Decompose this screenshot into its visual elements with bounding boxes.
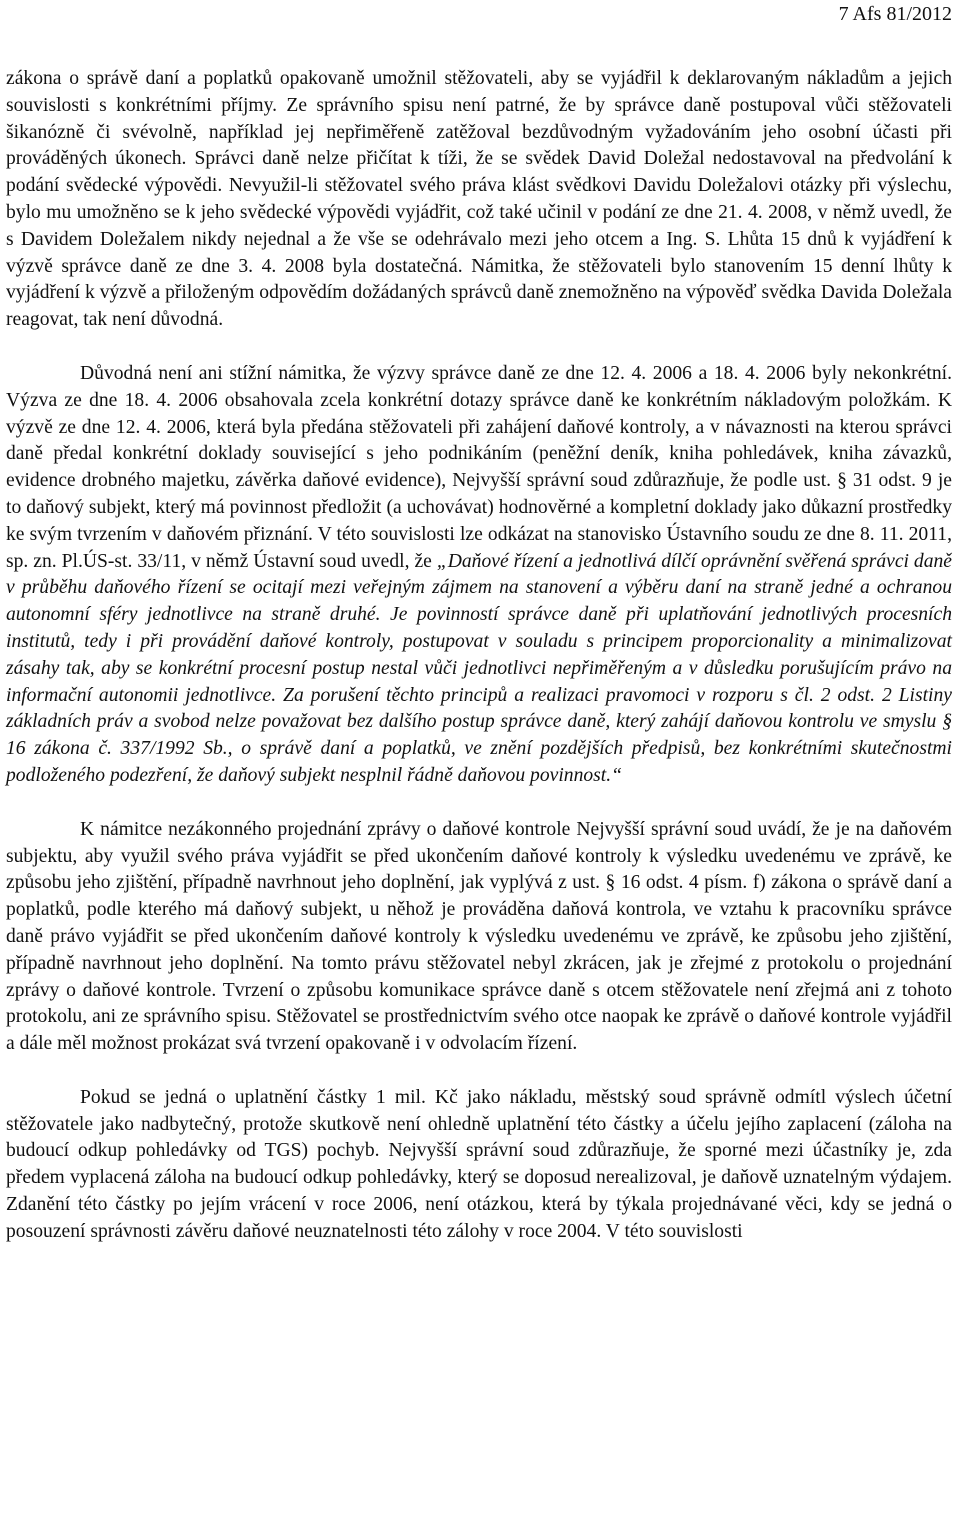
- paragraph-2: [6, 361, 952, 790]
- document-body: [6, 66, 952, 1273]
- constitutional-court-quote: „Daňové řízení a jednotlivá dílčí oprávnění svěřená správci daně v průběhu daňového řízení se ocitají mezi veřejným zájmem na stanovení a výběru daní na straně jedné a ochranou autonomní sféry jednotlivce na straně druhé. Je povinností správce daně při uplatňování jednotlivých procesních institutů, tedy i při provádění daňové kontroly, postupovat v souladu s principem proporcionality a minimalizovat zásahy tak, aby se konkrétní procesní postup nestal vůči jednotlivci nepřiměřeným a v důsledku porušujícím právo na informační autonomii jednotlivce. Za porušení těchto principů a realizaci pravomoci v rozporu s čl. 2 odst. 2 Listiny základních práv a svobod nelze považovat bez dalšího postup správce daně, který zahájí daňovou kontrolu ve smyslu § 16 zákona č. 337/1992 Sb., o správě daní a poplatků, ve znění pozdějších předpisů, bez konkrétními skutečnostmi podloženého podezření, že daňový subjekt nesplnil řádně daňovou povinnost.“: [6, 550, 952, 786]
- paragraph-1: [6, 66, 952, 334]
- paragraph-text: Důvodná není ani stížní námitka, že výzvy správce daně ze dne 12. 4. 2006 a 18. 4. 2006 byly nekonkrétní. Výzva ze dne 18. 4. 2006 obsahovala zcela konkrétní dotazy správce daně ke konkrétním nákladovým položkám. K výzvě ze dne 12. 4. 2006, která byla předána stěžovateli při zahájení daňové kontroly, a v návaznosti na kterou správci daně předal konkrétní doklady související s jeho podnikáním (peněžní deník, kniha pohledávek, kniha závazků, evidence drobného majetku, závěrka daňové evidence), Nejvyšší správní soud zdůrazňuje, že podle ust. § 31 odst. 9 je to daňový subjekt, který má povinnost předložit (a uchovávat) hodnověrné a kompletní doklady jako důkazní prostředky ke svým tvrzením v daňovém přiznání. V této souvislosti lze odkázat na stanovisko Ústavního soudu ze dne 8. 11. 2011, sp. zn. Pl.ÚS-st. 33/11, v němž Ústavní soud uvedl, že: [6, 362, 952, 572]
- paragraph-text: zákona o správě daní a poplatků opakovaně umožnil stěžovateli, aby se vyjádřil k deklarovaným nákladům a jejich souvislosti s konkrétními příjmy. Ze správního spisu není patrné, že by správce daně postupoval vůči stěžovateli šikanózně či svévolně, například jej nepřiměřeně zatěžoval bezdůvodným vyžadováním jeho osobní účasti při prováděných úkonech. Správci daně nelze přičítat k tíži, že se svědek David Doležal nedostavoval na předvolání k podání svědecké výpovědi. Nevyužil-li stěžovatel svého práva klást svědkovi Davidu Doležalovi otázky při výslechu, bylo mu umožněno se k jeho svědecké výpovědi vyjádřit, což také učinil v podání ze dne 21. 4. 2008, v němž uvedl, že s Davidem Doležalem nikdy nejednal a že vše se odehrávalo mezi jeho otcem a Ing. S. Lhůta 15 dnů k vyjádření k výzvě správce daně ze dne 3. 4. 2008 byla dostatečná. Námitka, že stěžovateli bylo stanovením 15 denní lhůty k vyjádření k výzvě a přiloženým odpovědím dožádaných správců daně znemožněno na výpověď svědka Davida Doležala reagovat, tak není důvodná.: [6, 68, 952, 331]
- case-number: 7 Afs 81/2012: [838, 3, 952, 25]
- paragraph-text: K námitce nezákonného projednání zprávy o daňové kontrole Nejvyšší správní soud uvádí, že je na daňovém subjektu, aby využil svého práva vyjádřit se před ukončením daňové kontroly k výsledku uvedenému ve zprávě, ke způsobu jeho zjištění, případně navrhnout jeho doplnění, jak vyplývá z ust. § 16 odst. 4 písm. f) zákona o správě daní a poplatků, podle kterého má daňový subjekt, u něhož je prováděna daňová kontrola, ve vztahu k pracovníku správce daně právo vyjádřit se před ukončením daňové kontroly k výsledku uvedenému ve zprávě, ke způsobu jeho zjištění, případně navrhnout jeho doplnění. Na tomto právu stěžovatel nebyl zkrácen, jak je zřejmé z protokolu o projednání zprávy o daňové kontrole. Tvrzení o způsobu komunikace správce daně s otcem stěžovatele není zřejmá ani z tohoto protokolu, ani ze správního spisu. Stěžovatel se prostřednictvím svého otce naopak ke zprávě o daňové kontrole vyjádřil a dále měl možnost prokázat svá tvrzení opakovaně i v odvolacím řízení.: [6, 818, 952, 1055]
- paragraph-3: [6, 817, 952, 1058]
- paragraph-text: Pokud se jedná o uplatnění částky 1 mil. Kč jako nákladu, městský soud správně odmítl výslech účetní stěžovatele jako nadbytečný, protože skutkově není ohledně uplatnění této částky a účelu jejího zaplacení (záloha na budoucí odkup pohledávky od TGS) pochyb. Nejvyšší správní soud zdůrazňuje, že sporné mezi účastníky je, zda předem vyplacená záloha na budoucí odkup pohledávky, který se doposud nerealizoval, je daňově uznatelným výdajem. Zdanění této částky po jejím vrácení v roce 2006, není otázkou, která by týkala projednávané věci, kdy se jedná o posouzení správnosti závěru daňové neuznatelnosti této zálohy v roce 2004. V této souvislosti: [6, 1086, 952, 1242]
- paragraph-4: [6, 1085, 952, 1246]
